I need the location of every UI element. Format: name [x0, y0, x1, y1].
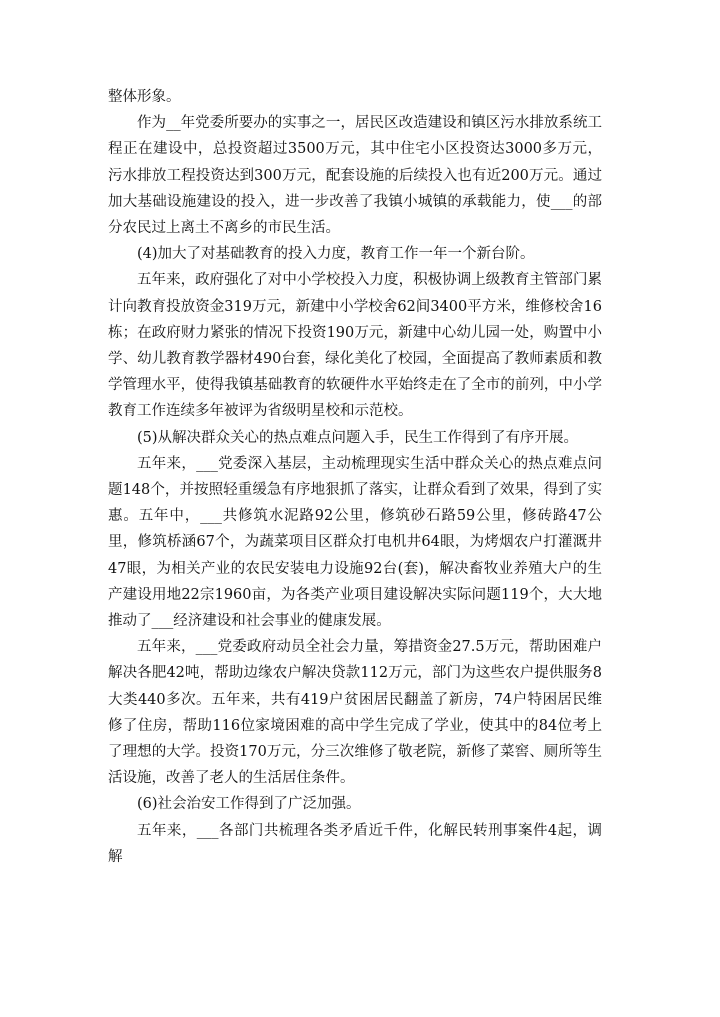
paragraph-6: 五年来，___党委政府动员全社会力量，筹措资金27.5万元，帮助困难户解决各肥42吨，帮助边缘农户解决贷款112万元，部门为这些农户提供服务8大类440多次。五年来，共有419户贫困居民翻盖了新房，74户特困居民维修了住房，帮助116位家境困难的高中学生完成了学业，使其中的84位考上了理想的大学。投资170万元，分三次维修了敬老院，新修了菜窖、厕所等生活设施，改善了老人的生活居住条件。 [108, 639, 602, 787]
paragraph-7: (6)社会治安工作得到了广泛加强。 [137, 796, 361, 813]
paragraph-4: (5)从解决群众关心的热点难点问题入手，民生工作得到了有序开展。 [137, 429, 579, 446]
paragraph-2: (4)加大了对基础教育的投入力度，教育工作一年一个新台阶。 [137, 246, 535, 263]
paragraph-0: 整体形象。 [108, 89, 181, 105]
paragraph-8: 五年来，___各部门共梳理各类矛盾近千件，化解民转刑事案件4起，调解 [108, 822, 602, 865]
paragraph-5: 五年来，___党委深入基层，主动梳理现实生活中群众关心的热点难点问题148个，并按照轻重缓急有序地狠抓了落实，让群众看到了效果，得到了实惠。五年中，___共修筑水泥路92公里，修筑砂石路59公里，修砖路47公里，修筑桥涵67个，为蔬菜项目区群众打电机井64眼，为烤烟农户打灌溉井47眼，为相关产业的农民安装电力设施92台(套)，解决畜牧业养殖大户的生产建设用地22宗1960亩，为各类产业项目建设解决实际问题119个，大大地推动了___经济建设和社会事业的健康发展。 [108, 455, 602, 630]
document-body [108, 84, 602, 870]
paragraph-3: 五年来，政府强化了对中小学校投入力度，积极协调上级教育主管部门累计向教育投放资金319万元，新建中小学校舍62间3400平方米，维修校舍16栋；在政府财力紧张的情况下投资190万元，新建中心幼儿园一处，购置中小学、幼儿教育教学器材490台套，绿化美化了校园，全面提高了教师素质和教学管理水平，使得我镇基础教育的软硬件水平始终走在了全市的前列，中小学教育工作连续多年被评为省级明星校和示范校。 [108, 272, 602, 420]
paragraph-1: 作为__年党委所要办的实事之一，居民区改造建设和镇区污水排放系统工程正在建设中，总投资超过3500万元，其中住宅小区投资达3000多万元，污水排放工程投资达到300万元，配套设施的后续投入也有近200万元。通过加大基础设施建设的投入，进一步改善了我镇小城镇的承载能力，使___的部分农民过上离土不离乡的市民生活。 [108, 115, 602, 237]
